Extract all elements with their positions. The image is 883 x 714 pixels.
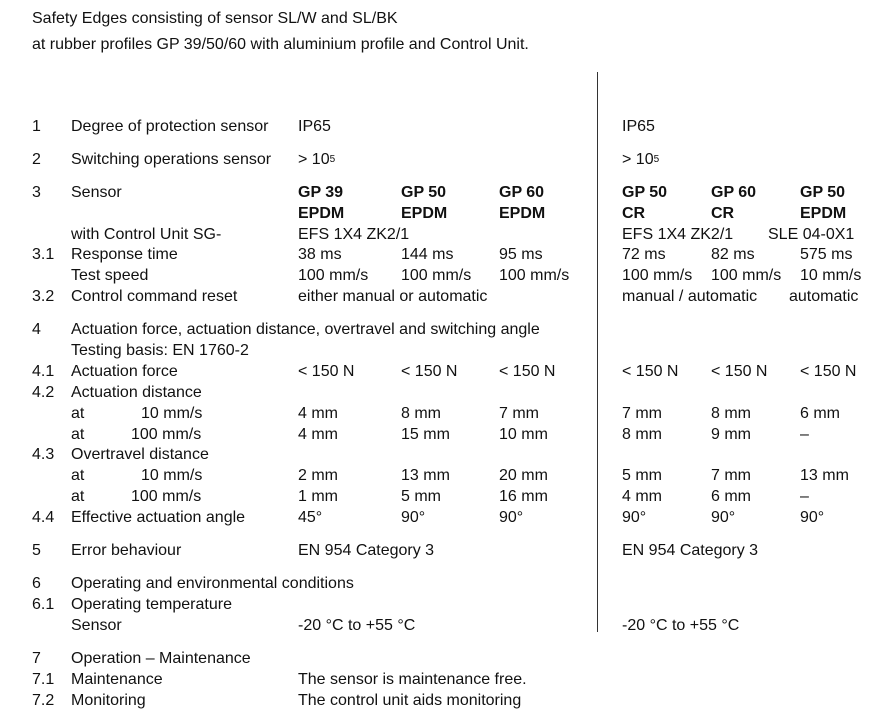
cell: 90° [401,509,426,526]
cell: 20 mm [499,467,548,484]
cell: 100 mm/s [711,267,782,284]
row-label: Actuation force [71,363,178,380]
cell: 72 ms [622,246,666,263]
cell: < 150 N [401,363,458,380]
col-header: GP 50 [622,184,668,201]
header-line-1: Safety Edges consisting of sensor SL/W and SL/BK [32,10,398,27]
row-label: Operation – Maintenance [71,650,251,667]
row-sublabel: Testing basis: EN 1760-2 [71,342,249,359]
cell: 8 mm [622,426,662,443]
cell: 38 ms [298,246,342,263]
col-header: GP 60 [711,184,757,201]
at-label: at [71,426,85,443]
col-header: GP 50 [401,184,447,201]
value-right: -20 °C to +55 °C [622,617,740,634]
value-right: manual / automatic [622,288,758,305]
row-number: 5 [32,542,41,559]
cell: 2 mm [298,467,338,484]
row-label: Sensor [71,617,122,634]
row-label: Operating and environmental conditions [71,575,354,592]
cell: 144 ms [401,246,454,263]
row-number: 7.1 [32,671,55,688]
col-header: EPDM [401,205,448,222]
row-label: with Control Unit SG- [71,226,222,243]
row-number: 1 [32,118,41,135]
value-right: IP65 [622,118,655,135]
row-label: Response time [71,246,178,263]
value-left: The sensor is maintenance free. [298,671,527,688]
row-label: Sensor [71,184,122,201]
col-header: EPDM [499,205,546,222]
value-left: EN 954 Category 3 [298,542,435,559]
row-label: Actuation distance [71,384,202,401]
col-header: GP 60 [499,184,545,201]
row-number: 7.2 [32,692,55,709]
col-header: GP 50 [800,184,846,201]
row-label: Operating temperature [71,596,232,613]
col-header: EPDM [298,205,345,222]
cell: 100 mm/s [622,267,693,284]
cell: 6 mm [711,488,751,505]
cell: 100 mm/s [298,267,369,284]
value-right: EFS 1X4 ZK2/1 [622,226,734,243]
cell: 16 mm [499,488,548,505]
row-label: Test speed [71,267,149,284]
col-header: CR [711,205,735,222]
column-divider [597,72,598,632]
row-label: Maintenance [71,671,163,688]
cell: 9 mm [711,426,751,443]
cell: 4 mm [298,426,338,443]
cell: < 150 N [499,363,556,380]
cell: 8 mm [401,405,441,422]
col-header: GP 39 [298,184,344,201]
row-number: 3.2 [32,288,55,305]
row-number: 2 [32,151,41,168]
cell: 7 mm [622,405,662,422]
row-label: Switching operations sensor [71,151,272,168]
cell: 5 mm [401,488,441,505]
cell: 100 mm/s [499,267,570,284]
cell: 7 mm [711,467,751,484]
value-right: EN 954 Category 3 [622,542,759,559]
row-label: Control command reset [71,288,238,305]
cell: 7 mm [499,405,539,422]
cell: 13 mm [401,467,450,484]
value-right: > $10^5$ [622,151,660,168]
value-left: -20 °C to +55 °C [298,617,416,634]
value-left: IP65 [298,118,331,135]
header-line-2: at rubber profiles GP 39/50/60 with aluminium profile and Control Unit. [32,36,529,53]
speed-label: 100 mm/s [131,488,202,505]
cell: 8 mm [711,405,751,422]
row-label: Error behaviour [71,542,182,559]
row-number: 4 [32,321,41,338]
cell: 90° [800,509,825,526]
cell: 4 mm [298,405,338,422]
at-label: at [71,467,85,484]
row-number: 6 [32,575,41,592]
cell: 1 mm [298,488,338,505]
cell: 45° [298,509,323,526]
speed-label: 10 mm/s [141,405,203,422]
cell: 90° [622,509,647,526]
value-left: The control unit aids monitoring [298,692,522,709]
value-right: SLE 04-0X1 [768,226,855,243]
cell: 10 mm [499,426,548,443]
value-right: automatic [789,288,859,305]
value-left: > $10^5$ [298,151,336,168]
cell: < 150 N [622,363,679,380]
cell: 4 mm [622,488,662,505]
row-number: 4.3 [32,446,55,463]
col-header: CR [622,205,646,222]
row-number: 7 [32,650,41,667]
row-label: Degree of protection sensor [71,118,269,135]
cell: 15 mm [401,426,450,443]
at-label: at [71,488,85,505]
row-number: 4.1 [32,363,55,380]
cell: 575 ms [800,246,853,263]
cell: < 150 N [298,363,355,380]
cell: < 150 N [800,363,857,380]
row-number: 6.1 [32,596,55,613]
cell: – [800,426,809,443]
row-number: 4.4 [32,509,55,526]
cell: 82 ms [711,246,755,263]
cell: 95 ms [499,246,543,263]
cell: – [800,488,809,505]
at-label: at [71,405,85,422]
cell: 90° [711,509,736,526]
cell: 13 mm [800,467,849,484]
cell: 90° [499,509,524,526]
value-left: EFS 1X4 ZK2/1 [298,226,410,243]
row-number: 3.1 [32,246,55,263]
row-label: Monitoring [71,692,146,709]
cell: < 150 N [711,363,768,380]
cell: 6 mm [800,405,840,422]
row-number: 4.2 [32,384,55,401]
row-label: Effective actuation angle [71,509,246,526]
row-label: Actuation force, actuation distance, overtravel and switching angle [71,321,540,338]
speed-label: 10 mm/s [141,467,203,484]
speed-label: 100 mm/s [131,426,202,443]
col-header: EPDM [800,205,847,222]
cell: 100 mm/s [401,267,472,284]
cell: 5 mm [622,467,662,484]
value-left: either manual or automatic [298,288,488,305]
cell: 10 mm/s [800,267,862,284]
row-label: Overtravel distance [71,446,209,463]
row-number: 3 [32,184,41,201]
